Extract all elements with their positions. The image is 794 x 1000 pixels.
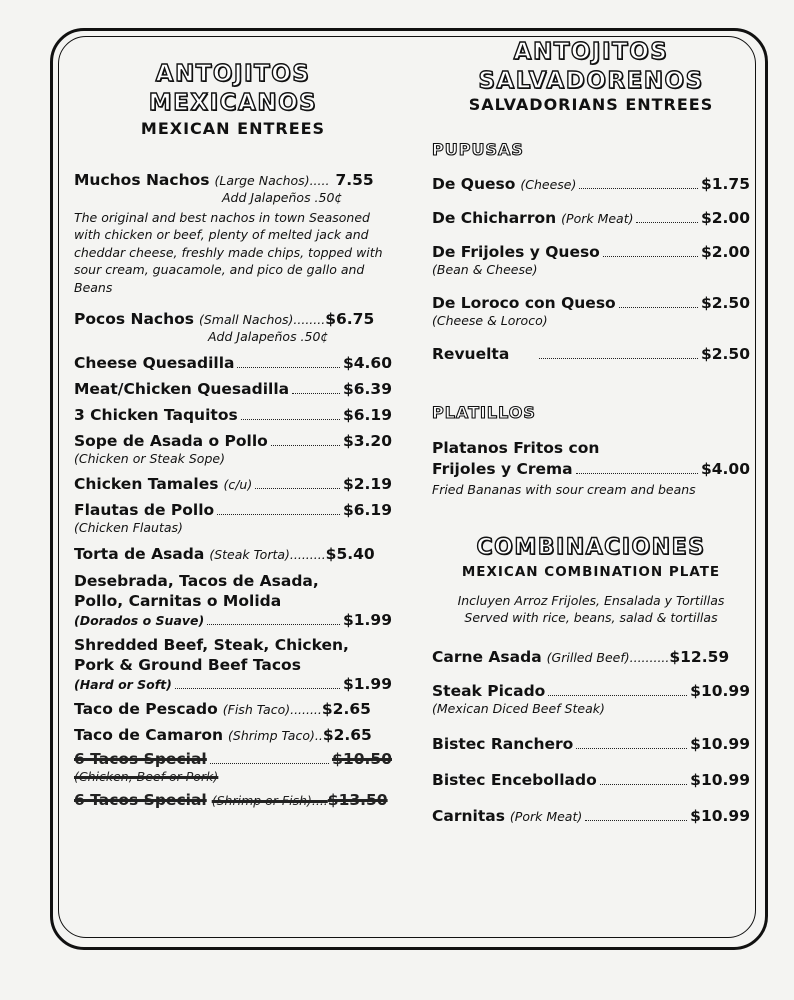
right-subtitle: SALVADORIANS ENTREES (468, 94, 714, 114)
menu-item-tacos-asada: Desebrada, Tacos de Asada, Pollo, Carnitas o Molida (Dorados o Suave) $1.99 (74, 572, 392, 630)
right-title-line1: ANTOJITOS (513, 39, 669, 65)
left-title-line2: MEXICANOS (148, 90, 318, 117)
pupusa-frijoles: De Frijoles y Queso $2.00 (Bean & Cheese) (432, 242, 750, 277)
left-subtitle: MEXICAN ENTREES (140, 118, 326, 138)
combo-bistec-ranchero: Bistec Ranchero $10.99 (432, 734, 750, 753)
pupusa-queso: De Queso (Cheese) $1.75 (432, 174, 750, 193)
menu-item-tacos-special-crossed: 6 Tacos Special $10.50 (Chicken, Beef or Pork) (74, 750, 392, 785)
menu-item-muchos-nachos: Muchos Nachos (Large Nachos)..... 7.55 Add Jalapeños .50¢ (74, 170, 374, 205)
pupusa-loroco: De Loroco con Queso $2.50 (Cheese & Loroco) (432, 293, 750, 328)
menu-item-tacos-special-shrimp-crossed: 6 Tacos Special (Shrimp or Fish).... $13.50 (74, 791, 388, 810)
menu-item-flautas: Flautas de Pollo $6.19 (Chicken Flautas) (74, 501, 392, 536)
menu-item-pocos-nachos: Pocos Nachos (Small Nachos)........ $6.75 Add Jalapeños .50¢ (74, 310, 375, 345)
platillos-heading: PLATILLOS (432, 402, 536, 422)
salvadoran-column (432, 40, 750, 825)
pupusa-chicharron: De Chicharron (Pork Meat) $2.00 (432, 208, 750, 227)
menu-item-taco-camaron: Taco de Camaron (Shrimp Taco).. $2.65 (74, 726, 372, 745)
combo-steak-picado: Steak Picado $10.99 (Mexican Diced Beef Steak) (432, 681, 750, 716)
menu-item-beef-tacos: Shredded Beef, Steak, Chicken, Pork & Ground Beef Tacos (Hard or Soft) $1.99 (74, 636, 392, 694)
menu-item-meat-quesadilla: Meat/Chicken Quesadilla $6.39 (74, 380, 392, 399)
combo-note-english: Served with rice, beans, salad & tortillas (464, 609, 718, 625)
menu-item-sope: Sope de Asada o Pollo $3.20 (Chicken or Steak Sope) (74, 432, 392, 467)
menu-item-cheese-quesadilla: Cheese Quesadilla $4.60 (74, 354, 392, 373)
pupusa-revuelta: Revuelta $2.50 (432, 344, 750, 363)
menu-item-chicken-taquitos: 3 Chicken Taquitos $6.19 (74, 406, 392, 425)
left-title-line1: ANTOJITOS (155, 61, 311, 87)
combinaciones-heading: COMBINACIONES (476, 534, 706, 560)
right-title-line2: SALVADORENOS (478, 68, 704, 95)
pupusas-heading: PUPUSAS (432, 139, 524, 159)
mexican-column (74, 62, 392, 809)
combo-carne-asada: Carne Asada (Grilled Beef).......... $12.59 (432, 647, 730, 666)
platillo-platanos: Platanos Fritos con Frijoles y Crema $4.00 Fried Bananas with sour cream and beans (432, 438, 750, 497)
combo-note-spanish: Incluyen Arroz Frijoles, Ensalada y Tortillas (457, 592, 725, 608)
combo-subtitle: MEXICAN COMBINATION PLATE (461, 563, 721, 580)
combo-carnitas: Carnitas (Pork Meat) $10.99 (432, 806, 750, 825)
muchos-nachos-description: The original and best nachos in town Seasoned with chicken or beef, plenty of melted jack and cheddar cheese, freshly made chips, topped with sour cream, guacamole, and pico de gallo and Beans (74, 209, 383, 295)
menu-item-torta-asada: Torta de Asada (Steak Torta)......... $5.40 (74, 545, 375, 564)
menu-item-chicken-tamales: Chicken Tamales (c/u) $2.19 (74, 475, 392, 494)
menu-item-taco-pescado: Taco de Pescado (Fish Taco)........ $2.65 (74, 700, 371, 719)
combo-bistec-encebollado: Bistec Encebollado $10.99 (432, 770, 750, 789)
